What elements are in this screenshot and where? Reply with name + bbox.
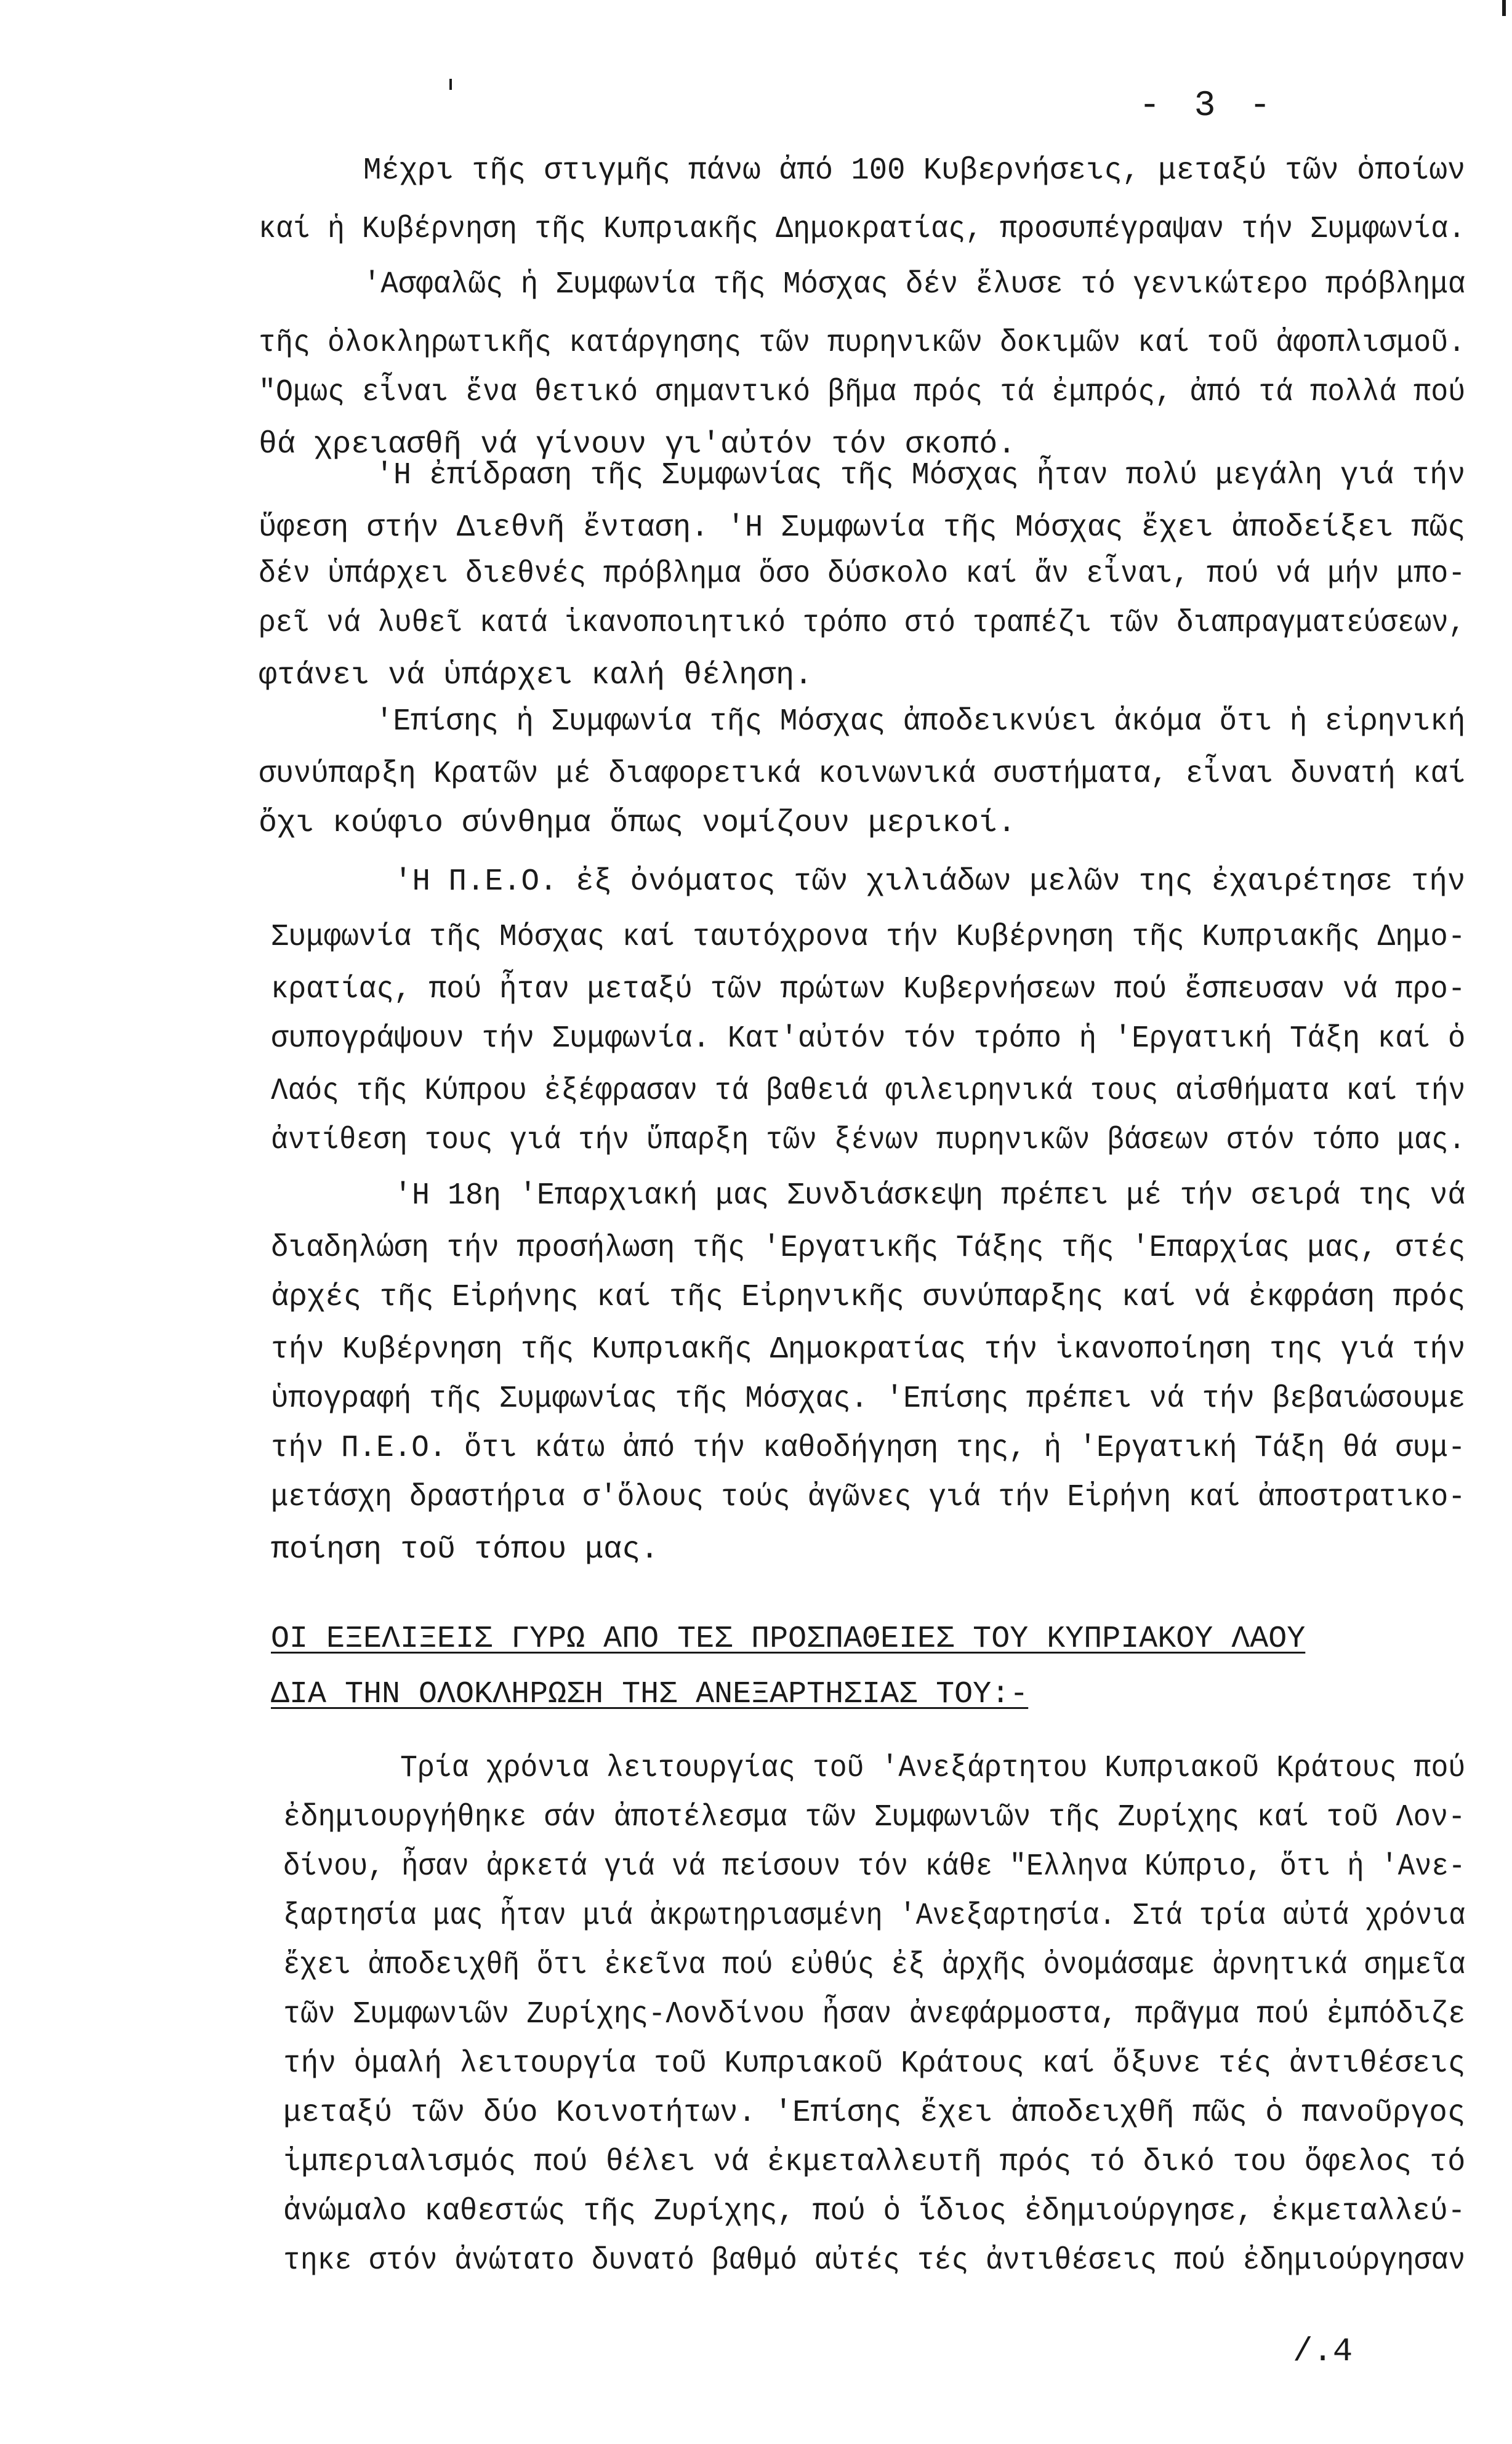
text-line: Συμφωνία τῆς Μόσχας καί ταυτόχρονα τήν Κυβέρνηση τῆς Κυπριακῆς Δημο- xyxy=(271,920,1466,955)
text-line: δίνου, ἦσαν ἀρκετά γιά νά πείσουν τόν κάθε "Ελληνα Κύπριο, ὅτι ἡ 'Ανε- xyxy=(283,1849,1466,1884)
text-line: ξαρτησία μας ἦταν μιά ἀκρωτηριασμένη 'Ανεξαρτησία. Στά τρία αὐτά χρόνια xyxy=(283,1899,1466,1934)
text-line: καί ἡ Κυβέρνηση τῆς Κυπριακῆς Δημοκρατίας, προσυπέγραψαν τήν Συμφωνία. xyxy=(259,212,1466,247)
text-line: τηκε στόν ἀνώτατο δυνατό βαθμό αὐτές τές ἀντιθέσεις πού ἐδημιούργησαν xyxy=(283,2243,1466,2278)
text-line: ὑπογραφή τῆς Συμφωνίας τῆς Μόσχας. 'Επίσης πρέπει νά τήν βεβαιώσουμε xyxy=(271,1381,1466,1417)
text-line: ὕφεση στήν Διεθνῆ ἔνταση. 'Η Συμφωνία τῆς Μόσχας ἔχει ἀποδείξει πῶς xyxy=(259,510,1466,545)
text-line: δέν ὑπάρχει διεθνές πρόβλημα ὅσο δύσκολο καί ἄν εἶναι, πού νά μήν μπο- xyxy=(259,557,1466,592)
text-line: τήν Κυβέρνηση τῆς Κυπριακῆς Δημοκρατίας τήν ἱκανοποίηση της γιά τήν xyxy=(271,1332,1466,1367)
text-line: 'Η ἐπίδραση τῆς Συμφωνίας τῆς Μόσχας ἦταν πολύ μεγάλη γιά τήν xyxy=(376,458,1466,493)
heading-line: ΟΙ ΕΞΕΛΙΞΕΙΣ ΓΥΡΩ ΑΠΟ ΤΕΣ ΠΡΟΣΠΑΘΕΙΕΣ ΤΟΥ ΚΥΠΡΙΑΚΟΥ ΛΑΟΥ xyxy=(271,1622,1306,1657)
text-line: διαδηλώση τήν προσήλωση τῆς 'Εργατικῆς Τάξης τῆς 'Επαρχίας μας, στές xyxy=(271,1231,1466,1266)
text-line: μεταξύ τῶν δύο Κοινοτήτων. 'Επίσης ἔχει ἀποδειχθῆ πῶς ὁ πανοῦργος xyxy=(283,2096,1466,2131)
text-line: 'Επίσης ἡ Συμφωνία τῆς Μόσχας ἀποδεικνύει ἀκόμα ὅτι ἡ εἰρηνική xyxy=(376,704,1466,739)
text-line: συπογράψουν τήν Συμφωνία. Κατ'αὐτόν τόν τρόπο ἡ 'Εργατική Τάξη καί ὁ xyxy=(271,1021,1466,1056)
text-line: τήν Π.Ε.Ο. ὅτι κάτω ἀπό τήν καθοδήγηση της, ἡ 'Εργατική Τάξη θά συμ- xyxy=(271,1431,1466,1466)
continuation-marker: /.4 xyxy=(1293,2333,1353,2371)
text-line: Μέχρι τῆς στιγμῆς πάνω ἀπό 100 Κυβερνήσεις, μεταξύ τῶν ὁποίων xyxy=(363,153,1466,188)
text-line: τῆς ὁλοκληρωτικῆς κατάργησης τῶν πυρηνικῶν δοκιμῶν καί τοῦ ἀφοπλισμοῦ. xyxy=(259,326,1466,361)
text-line: 'Η 18η 'Επαρχιακή μας Συνδιάσκεψη πρέπει μέ τήν σειρά της νά xyxy=(394,1178,1466,1213)
text-line: Τρία χρόνια λειτουργίας τοῦ 'Ανεξάρτητου Κυπριακοῦ Κράτους πού xyxy=(400,1751,1466,1786)
text-line: θά χρειασθῆ νά γίνουν γι'αὐτόν τόν σκοπό. xyxy=(259,427,1016,462)
text-line: συνύπαρξη Κρατῶν μέ διαφορετικά κοινωνικά συστήματα, εἶναι δυνατή καί xyxy=(259,757,1466,792)
text-line: ἐδημιουργήθηκε σάν ἀποτέλεσμα τῶν Συμφωνιῶν τῆς Ζυρίχης καί τοῦ Λον- xyxy=(283,1800,1466,1835)
page-number: - 3 - xyxy=(1139,86,1277,126)
text-line: φτάνει νά ὑπάρχει καλή θέληση. xyxy=(259,658,813,693)
text-line: κρατίας, πού ἦταν μεταξύ τῶν πρώτων Κυβερνήσεων πού ἔσπευσαν νά προ- xyxy=(271,972,1466,1007)
text-line: μετάσχη δραστήρια σ'ὅλους τούς ἀγῶνες γιά τήν Εἰρήνη καί ἀποστρατικο- xyxy=(271,1480,1466,1515)
text-line: ὄχι κούφιο σύνθημα ὅπως νομίζουν μερικοί. xyxy=(259,806,1016,841)
text-line: ἔχει ἀποδειχθῆ ὅτι ἐκεῖνα πού εὐθύς ἐξ ἀρχῆς ὀνομάσαμε ἀρνητικά σημεῖα xyxy=(283,1948,1466,1983)
text-line: ἀντίθεση τους γιά τήν ὕπαρξη τῶν ξένων πυρηνικῶν βάσεων στόν τόπο μας. xyxy=(271,1123,1466,1158)
text-line: ποίηση τοῦ τόπου μας. xyxy=(271,1532,659,1567)
text-line: Λαός τῆς Κύπρου ἐξέφρασαν τά βαθειά φιλειρηνικά τους αἰσθήματα καί τήν xyxy=(271,1074,1466,1109)
text-line: ἀνώμαλο καθεστώς τῆς Ζυρίχης, πού ὁ ἴδιος ἐδημιούργησε, ἐκμεταλλεύ- xyxy=(283,2194,1466,2229)
text-line: ρεῖ νά λυθεῖ κατά ἱκανοποιητικό τρόπο στό τραπέζι τῶν διαπραγματεύσεων, xyxy=(259,606,1466,641)
heading-line: ΔΙΑ ΤΗΝ ΟΛΟΚΛΗΡΩΣΗ ΤΗΣ ΑΝΕΞΑΡΤΗΣΙΑΣ ΤΟΥ:- xyxy=(271,1677,1029,1712)
text-line: 'Ασφαλῶς ἡ Συμφωνία τῆς Μόσχας δέν ἔλυσε τό γενικώτερο πρόβλημα xyxy=(363,267,1466,302)
scan-edge-mark xyxy=(1502,0,1506,16)
text-line: τῶν Συμφωνιῶν Ζυρίχης-Λονδίνου ἦσαν ἀνεφάρμοστα, πρᾶγμα πού ἐμπόδιζε xyxy=(283,1997,1466,2032)
text-line: ἰμπεριαλισμός πού θέλει νά ἐκμεταλλευτῆ πρός τό δικό του ὄφελος τό xyxy=(283,2145,1466,2180)
scan-tick-mark xyxy=(449,79,452,90)
text-line: 'Η Π.Ε.Ο. ἐξ ὀνόματος τῶν χιλιάδων μελῶν της ἐχαιρέτησε τήν xyxy=(394,864,1466,899)
text-line: ἀρχές τῆς Εἰρήνης καί τῆς Εἰρηνικῆς συνύπαρξης καί νά ἐκφράση πρός xyxy=(271,1280,1466,1315)
text-line: τήν ὁμαλή λειτουργία τοῦ Κυπριακοῦ Κράτους καί ὄξυνε τές ἀντιθέσεις xyxy=(283,2046,1466,2081)
text-line: "Ομως εἶναι ἕνα θετικό σημαντικό βῆμα πρός τά ἐμπρός, ἀπό τά πολλά πού xyxy=(259,375,1466,410)
